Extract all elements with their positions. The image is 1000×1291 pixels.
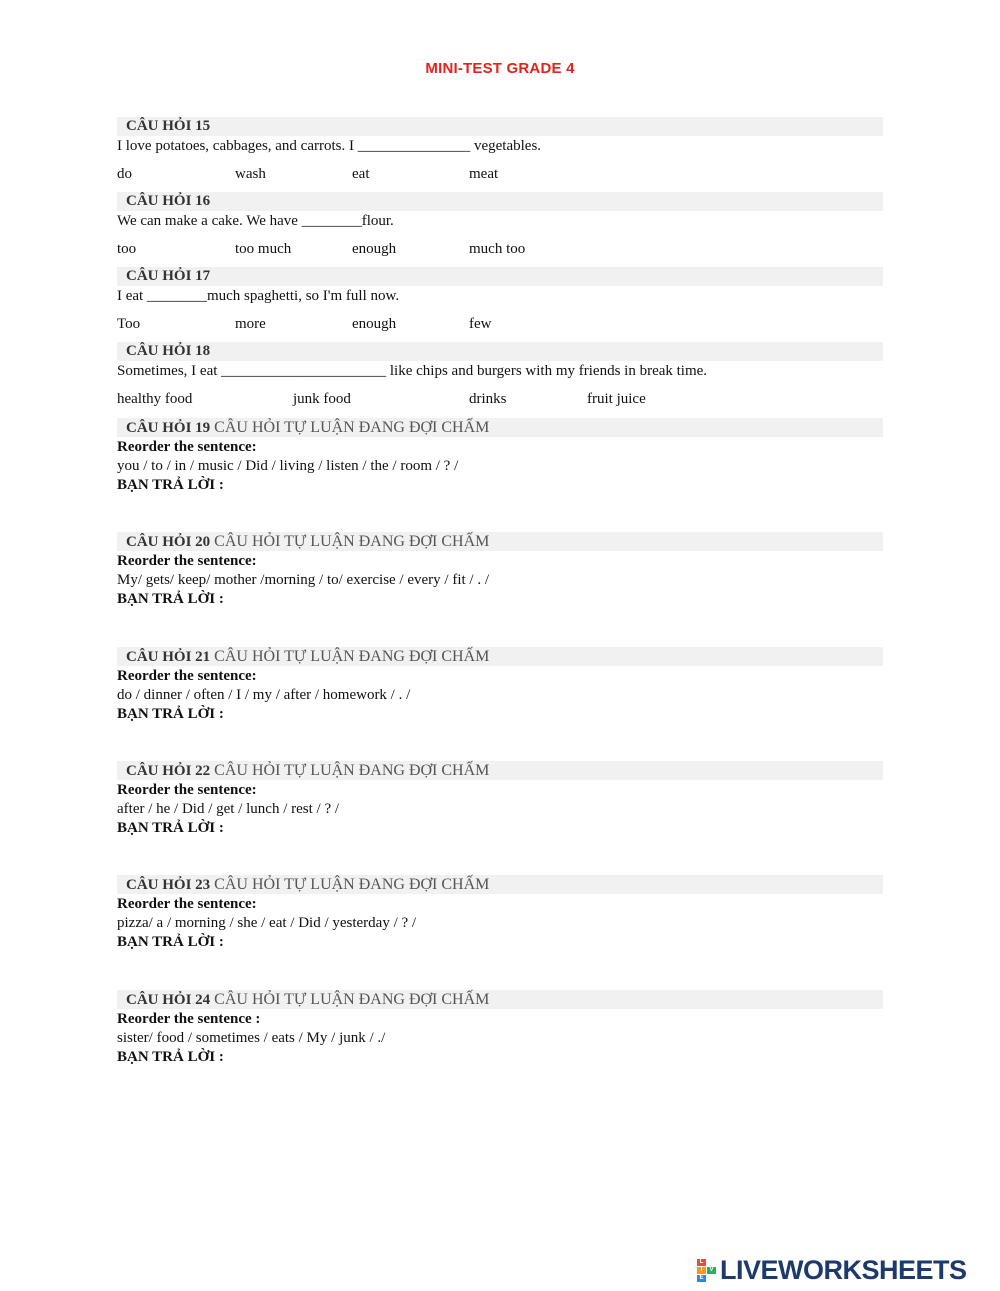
question-23-header: [117, 875, 883, 894]
question-21-header: [117, 647, 883, 666]
option-fruit-juice[interactable]: fruit juice: [587, 391, 646, 407]
option-healthy-food[interactable]: healthy food: [117, 391, 193, 407]
grading-status: CÂU HỎI TỰ LUẬN ĐANG ĐỢI CHẤM: [214, 419, 490, 436]
question-20-header: [117, 532, 883, 551]
question-label: CÂU HỎI 17: [126, 268, 211, 284]
question-22-header: [117, 761, 883, 780]
option-much-too[interactable]: much too: [469, 241, 526, 257]
logo-block: [707, 1259, 716, 1266]
question-17-text: I eat ________much spaghetti, so I'm full now.: [117, 288, 400, 304]
option-eat[interactable]: eat: [352, 166, 370, 182]
question-24-header: [117, 990, 883, 1009]
question-label: CÂU HỎI 23: [126, 877, 211, 893]
question-18-header: [117, 342, 883, 361]
grading-status: CÂU HỎI TỰ LUẬN ĐANG ĐỢI CHẤM: [214, 991, 490, 1008]
logo-block: [707, 1275, 716, 1282]
option-drinks[interactable]: drinks: [469, 391, 507, 407]
question-18-text: Sometimes, I eat ______________________ like chips and burgers with my friends in break time.: [117, 363, 708, 379]
logo-blocks-icon: [697, 1259, 716, 1282]
question-17-header: [117, 267, 883, 286]
question-21-instruction: Reorder the sentence:: [117, 668, 257, 684]
question-label: CÂU HỎI 20: [126, 534, 211, 550]
question-16-text: We can make a cake. We have ________flour.: [117, 213, 394, 229]
question-19-prompt: you / to / in / music / Did / living / listen / the / room / ? /: [117, 458, 459, 474]
option-too[interactable]: too: [117, 241, 137, 257]
option-wash[interactable]: wash: [235, 166, 266, 182]
question-label: CÂU HỎI 22: [126, 763, 211, 779]
option-too-much[interactable]: too much: [235, 241, 292, 257]
question-24-instruction: Reorder the sentence :: [117, 1011, 261, 1027]
logo-block: I: [697, 1267, 706, 1274]
logo-text: LIVEWORKSHEETS: [720, 1254, 967, 1285]
question-16-header: [117, 192, 883, 211]
question-label: CÂU HỎI 19: [126, 420, 211, 436]
question-19-answer-label: BẠN TRẢ LỜI :: [117, 477, 224, 493]
question-label: CÂU HỎI 18: [126, 343, 211, 359]
question-label: CÂU HỎI 21: [126, 649, 211, 665]
option-junk-food[interactable]: junk food: [293, 391, 351, 407]
question-19-header: [117, 418, 883, 437]
question-24-answer-label: BẠN TRẢ LỜI :: [117, 1049, 224, 1065]
grading-status: CÂU HỎI TỰ LUẬN ĐANG ĐỢI CHẤM: [214, 762, 490, 779]
option-enough[interactable]: enough: [352, 241, 397, 257]
option-more[interactable]: more: [235, 316, 266, 332]
question-15-header: [117, 117, 883, 136]
question-20-instruction: Reorder the sentence:: [117, 553, 257, 569]
question-22-answer-label: BẠN TRẢ LỜI :: [117, 820, 224, 836]
logo-block: E: [697, 1275, 706, 1282]
question-label: CÂU HỎI 24: [126, 992, 211, 1008]
question-22-prompt: after / he / Did / get / lunch / rest / ? /: [117, 801, 340, 817]
option-few[interactable]: few: [469, 316, 492, 332]
page-title: MINI-TEST GRADE 4: [425, 60, 575, 77]
logo-block: V: [707, 1267, 716, 1274]
question-label: CÂU HỎI 15: [126, 118, 211, 134]
question-label: CÂU HỎI 16: [126, 193, 211, 209]
question-23-prompt: pizza/ a / morning / she / eat / Did / yesterday / ? /: [117, 915, 417, 931]
grading-status: CÂU HỎI TỰ LUẬN ĐANG ĐỢI CHẤM: [214, 876, 490, 893]
question-15-text: I love potatoes, cabbages, and carrots. I _______________ vegetables.: [117, 138, 542, 154]
question-19-instruction: Reorder the sentence:: [117, 439, 257, 455]
logo-block: L: [697, 1259, 706, 1266]
option-too[interactable]: Too: [117, 316, 141, 332]
liveworksheets-logo: [697, 1256, 967, 1284]
option-do[interactable]: do: [117, 166, 132, 182]
question-24-prompt: sister/ food / sometimes / eats / My / junk / ./: [117, 1030, 386, 1046]
grading-status: CÂU HỎI TỰ LUẬN ĐANG ĐỢI CHẤM: [214, 533, 490, 550]
question-21-answer-label: BẠN TRẢ LỜI :: [117, 706, 224, 722]
grading-status: CÂU HỎI TỰ LUẬN ĐANG ĐỢI CHẤM: [214, 648, 490, 665]
question-22-instruction: Reorder the sentence:: [117, 782, 257, 798]
question-23-answer-label: BẠN TRẢ LỜI :: [117, 934, 224, 950]
question-20-answer-label: BẠN TRẢ LỜI :: [117, 591, 224, 607]
question-20-prompt: My/ gets/ keep/ mother /morning / to/ exercise / every / fit / . /: [117, 572, 489, 588]
question-23-instruction: Reorder the sentence:: [117, 896, 257, 912]
question-21-prompt: do / dinner / often / I / my / after / homework / . /: [117, 687, 411, 703]
option-meat[interactable]: meat: [469, 166, 499, 182]
option-enough[interactable]: enough: [352, 316, 397, 332]
